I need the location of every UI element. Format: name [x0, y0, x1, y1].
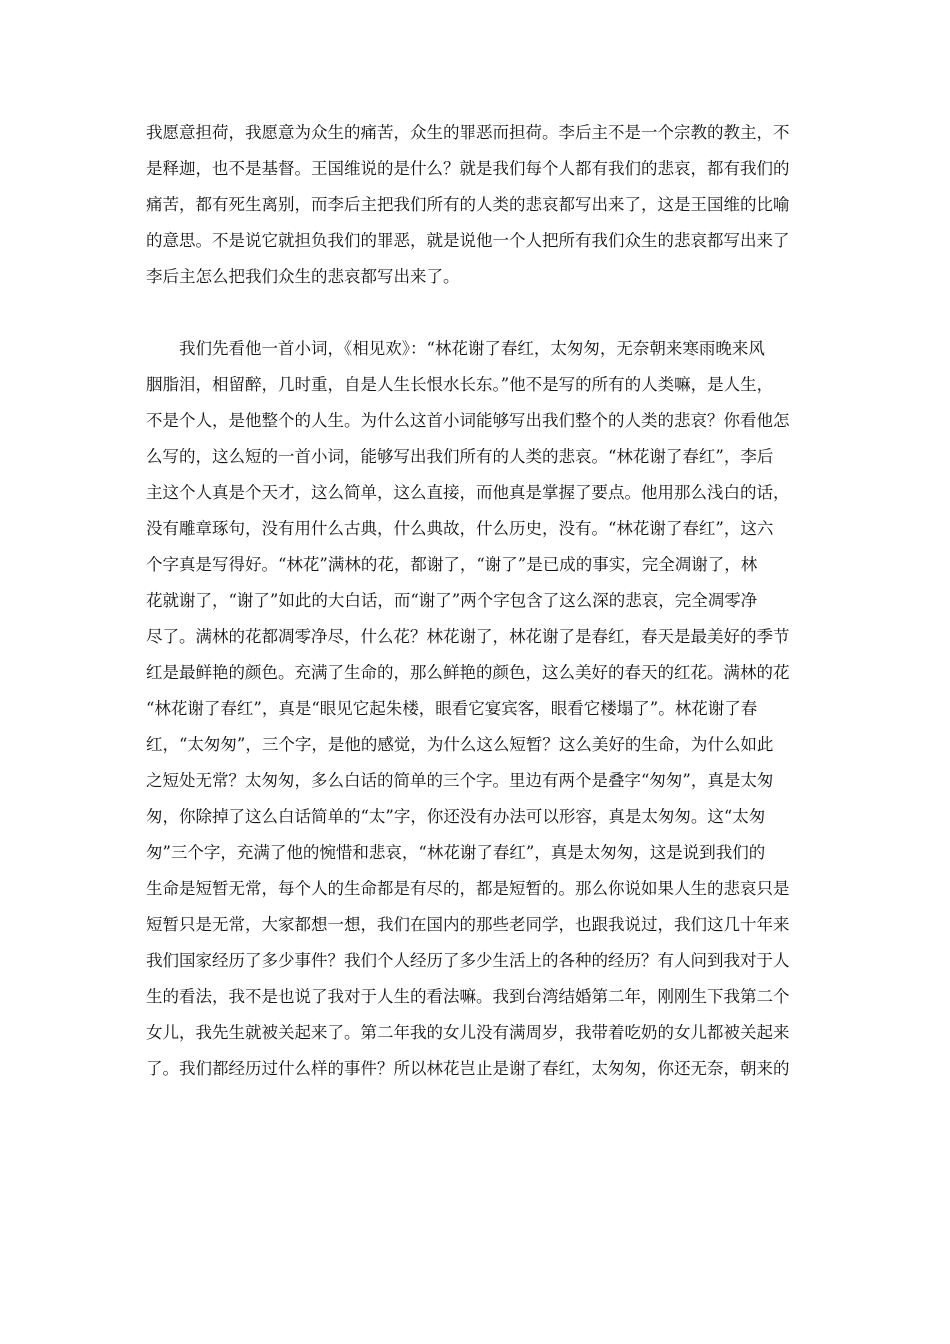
paragraph-1 [146, 115, 820, 295]
text-line: 花就谢了，“谢了”如此的大白话，而“谢了”两个字包含了这么深的悲哀，完全凋零净 [146, 591, 758, 610]
text-line: 红是最鲜艳的颜色。充满了生命的，那么鲜艳的颜色，这么美好的春天的红花。满林的花 [146, 663, 790, 682]
text-line: 生的看法，我不是也说了我对于人生的看法嘛。我到台湾结婚第二年，刚刚生下我第二个 [146, 987, 790, 1006]
text-line: 生命是短暂无常，每个人的生命都是有尽的，都是短暂的。那么你说如果人生的悲哀只是 [146, 879, 790, 898]
text-line: 我们国家经历了多少事件？我们个人经历了多少生活上的各种的经历？有人问到我对于人 [146, 951, 790, 970]
text-line: 红，“太匆匆”，三个字，是他的感觉，为什么这么短暂？这么美好的生命，为什么如此 [146, 735, 774, 754]
text-line: 痛苦，都有死生离别，而李后主把我们所有的人类的悲哀都写出来了，这是王国维的比喻 [146, 195, 790, 214]
text-line: 胭脂泪，相留醉，几时重，自是人生长恨水长东。”他不是写的所有的人类嘛，是人生， [146, 375, 774, 394]
text-line: 短暂只是无常，大家都想一想，我们在国内的那些老同学，也跟我说过，我们这几十年来 [146, 915, 790, 934]
text-line: 了。我们都经历过什么样的事件？所以林花岂止是谢了春红，太匆匆，你还无奈，朝来的 [146, 1059, 790, 1078]
text-line: 不是个人，是他整个的人生。为什么这首小词能够写出我们整个的人类的悲哀？你看他怎 [146, 411, 790, 430]
text-line: 匆”三个字，充满了他的惋惜和悲哀，“林花谢了春红”，真是太匆匆，这是说到我们的 [146, 843, 766, 862]
text-line: 主这个人真是个天才，这么简单，这么直接，而他真是掌握了要点。他用那么浅白的话， [146, 483, 790, 502]
text-line: 的意思。不是说它就担负我们的罪恶，就是说他一个人把所有我们众生的悲哀都写出来了 [146, 231, 790, 250]
text-line: 匆，你除掉了这么白话简单的“太”字，你还没有办法可以形容，真是太匆匆。这“太匆 [146, 807, 766, 826]
text-line: 么写的，这么短的一首小词，能够写出我们所有的人类的悲哀。“林花谢了春红”，李后 [146, 447, 774, 466]
paragraph-2 [146, 331, 820, 1087]
text-line: 是释迦，也不是基督。王国维说的是什么？就是我们每个人都有我们的悲哀，都有我们的 [146, 159, 790, 178]
text-line: 李后主怎么把我们众生的悲哀都写出来了。 [146, 267, 460, 286]
text-line: 个字真是写得好。“林花”满林的花，都谢了，“谢了”是已成的事实，完全凋谢了，林 [146, 555, 758, 574]
text-line: 我们先看他一首小词，《相见欢》：“林花谢了春红，太匆匆，无奈朝来寒雨晚来风 [146, 339, 765, 358]
text-line: “林花谢了春红”，真是“眼见它起朱楼，眼看它宴宾客，眼看它楼塌了”。林花谢了春 [146, 699, 758, 718]
text-line: 之短处无常？太匆匆，多么白话的简单的三个字。里边有两个是叠字“匆匆”，真是太匆 [146, 771, 774, 790]
text-line: 尽了。满林的花都凋零净尽，什么花？林花谢了，林花谢了是春红，春天是最美好的季节 [146, 627, 790, 646]
text-line: 我愿意担荷，我愿意为众生的痛苦，众生的罪恶而担荷。李后主不是一个宗教的教主，不 [146, 123, 790, 142]
text-line: 女儿，我先生就被关起来了。第二年我的女儿没有满周岁，我带着吃奶的女儿都被关起来 [146, 1023, 790, 1042]
text-line: 没有雕章琢句，没有用什么古典，什么典故，什么历史，没有。“林花谢了春红”，这六 [146, 519, 774, 538]
